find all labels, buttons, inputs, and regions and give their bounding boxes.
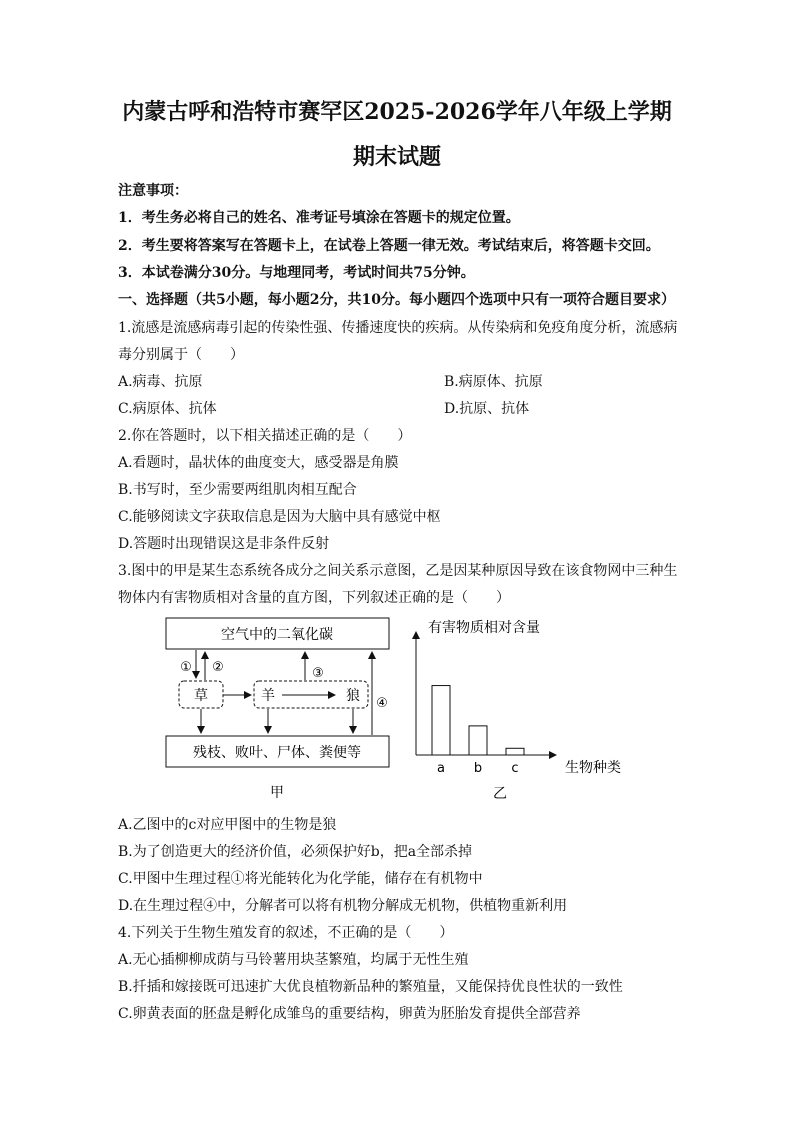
q2-stem: 2.你在答题时，以下相关描述正确的是（ ）	[118, 428, 412, 444]
marker-3: ③	[312, 666, 324, 681]
q1-stem-line2: 毒分别属于（ ）	[118, 347, 244, 363]
harmful-substance-chart	[410, 610, 640, 805]
q1-option-c: C.病原体、抗体	[118, 401, 217, 417]
marker-2: ②	[212, 660, 224, 675]
notice-item-1: 1．考生务必将自己的姓名、准考证号填涂在答题卡的规定位置。	[118, 210, 520, 226]
section-heading: 一、选择题（共5小题，每小题2分，共10分。每小题四个选项中只有一项符合题目要求）	[118, 292, 675, 308]
notice-heading: 注意事项：	[118, 183, 188, 199]
ecosystem-diagram	[150, 610, 410, 805]
tick-label-b: b	[473, 761, 483, 776]
x-axis-label: 生物种类	[565, 760, 621, 776]
q4-stem: 4.下列关于生物生殖发育的叙述，不正确的是（ ）	[118, 925, 454, 941]
bar-a	[432, 686, 450, 755]
q1-option-a: A.病毒、抗原	[118, 374, 203, 390]
q4-option-c: C.卵黄表面的胚盘是孵化成雏鸟的重要结构，卵黄为胚胎发育提供全部营养	[118, 1006, 581, 1022]
notice-item-3: 3．本试卷满分30分。与地理同考，考试时间共75分钟。	[118, 265, 475, 281]
sheep-label: 羊	[261, 688, 275, 704]
q1-option-d: D.抗原、抗体	[444, 401, 530, 417]
decomposer-box-label: 残枝、败叶、尸体、粪便等	[193, 745, 361, 761]
q3-option-d: D.在生理过程④中，分解者可以将有机物分解成无机物，供植物重新利用	[118, 898, 568, 914]
q2-option-a: A.看题时，晶状体的曲度变大，感受器是角膜	[118, 455, 399, 471]
q3-stem-line1: 3.图中的甲是某生态系统各成分之间关系示意图，乙是因某种原因导致在该食物网中三种生	[118, 563, 678, 579]
wolf-label: 狼	[346, 688, 360, 704]
q2-option-b: B.书写时，至少需要两组肌肉相互配合	[118, 482, 357, 498]
q1-option-b: B.病原体、抗原	[444, 374, 543, 390]
grass-label: 草	[194, 688, 208, 704]
q2-option-c: C.能够阅读文字获取信息是因为大脑中具有感觉中枢	[118, 509, 441, 525]
figure-jia-caption: 甲	[270, 785, 284, 801]
q4-option-b: B.扦插和嫁接既可迅速扩大优良植物新品种的繁殖量，又能保持优良性状的一致性	[118, 979, 623, 995]
tick-label-c: c	[511, 761, 519, 776]
figure-yi-caption: 乙	[493, 786, 507, 802]
q3-stem-line2: 物体内有害物质相对含量的直方图，下列叙述正确的是（ ）	[118, 590, 510, 606]
marker-1: ①	[180, 660, 192, 675]
tick-label-a: a	[437, 761, 445, 776]
q2-option-d: D.答题时出现错误这是非条件反射	[118, 536, 330, 552]
q1-stem-line1: 1.流感是流感病毒引起的传染性强、传播速度快的疾病。从传染病和免疫角度分析，流感病	[118, 320, 678, 336]
q3-option-a: A.乙图中的c对应甲图中的生物是狼	[118, 817, 337, 833]
y-axis-label: 有害物质相对含量	[428, 620, 540, 636]
co2-box-label: 空气中的二氧化碳	[221, 627, 333, 643]
q3-option-c: C.甲图中生理过程①将光能转化为化学能，储存在有机物中	[118, 871, 483, 887]
marker-4: ④	[376, 696, 388, 711]
page-subtitle: 期末试题	[352, 144, 441, 170]
page-title: 内蒙古呼和浩特市赛罕区2025-2026学年八年级上学期	[122, 99, 672, 125]
bar-c	[506, 748, 524, 755]
notice-item-2: 2．考生要将答案写在答题卡上，在试卷上答题一律无效。考试结束后，将答题卡交回。	[118, 238, 660, 254]
q3-option-b: B.为了创造更大的经济价值，必须保护好b，把a全部杀掉	[118, 844, 473, 860]
q4-option-a: A.无心插柳柳成荫与马铃薯用块茎繁殖，均属于无性生殖	[118, 952, 469, 968]
bar-b	[469, 726, 487, 755]
